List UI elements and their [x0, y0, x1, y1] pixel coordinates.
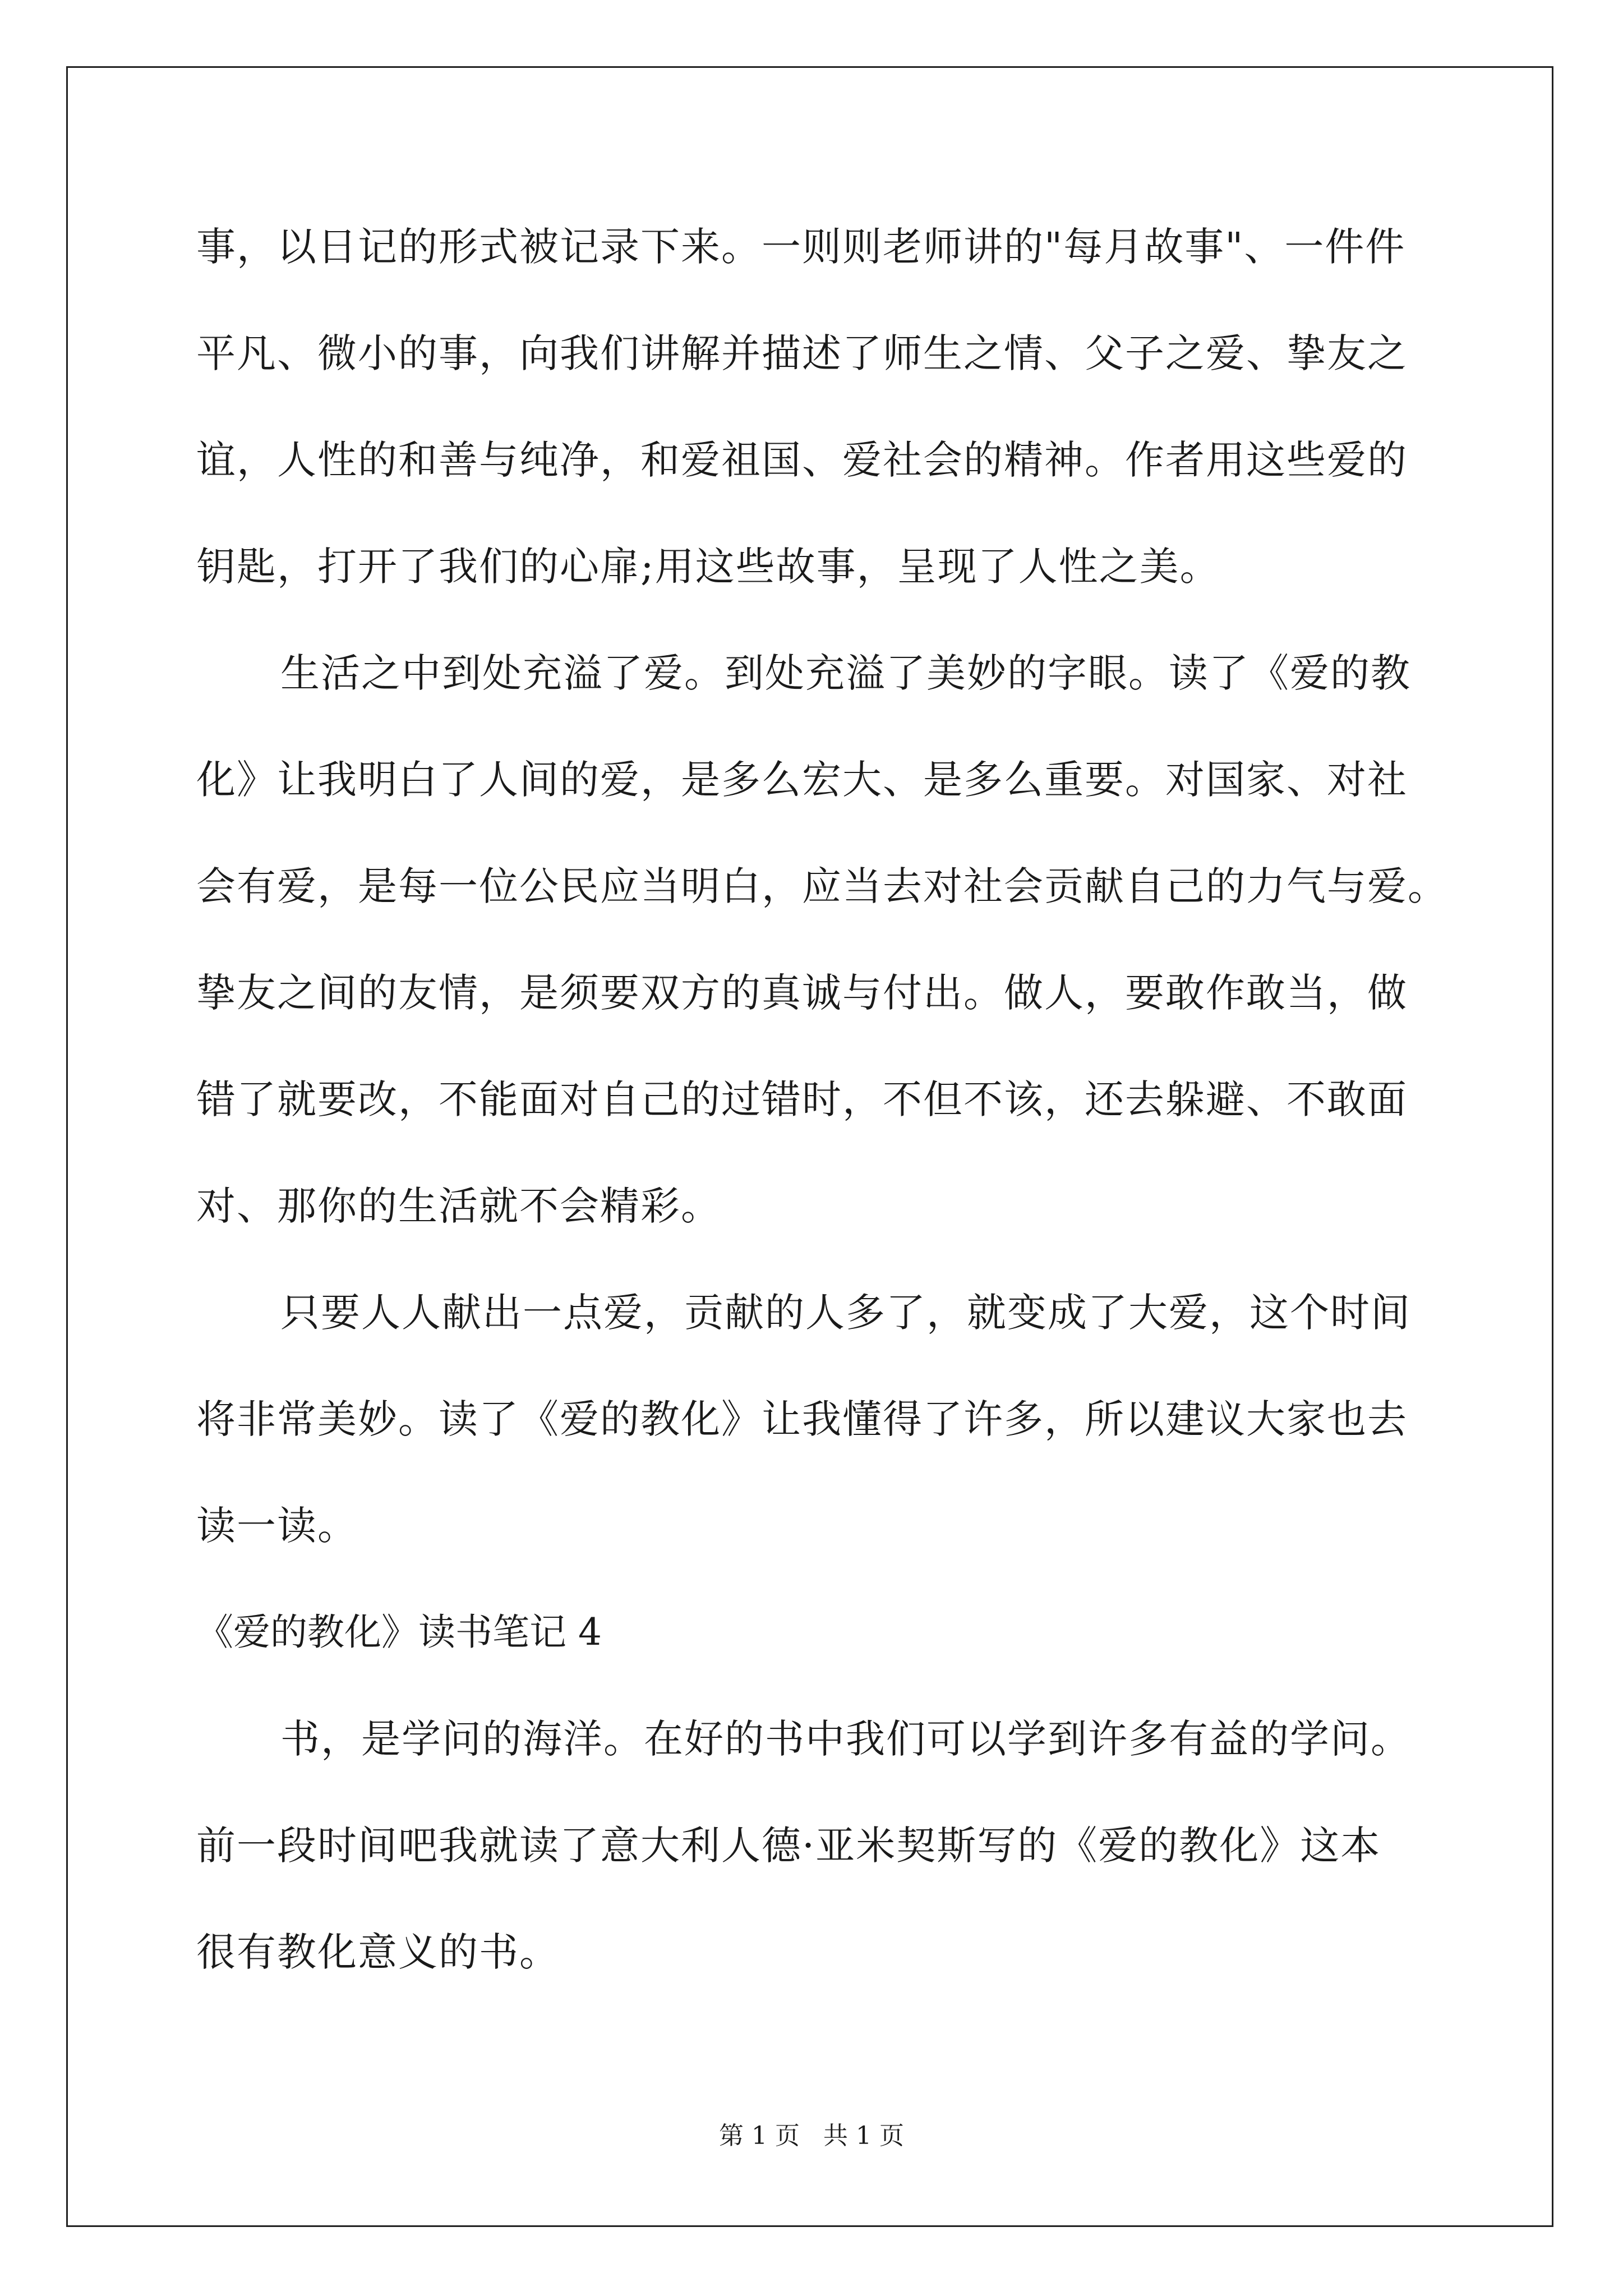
text-line: 很有教化意义的书。 [196, 1929, 560, 1975]
text-line: 错了就要改，不能面对自己的过错时，不但不该，还去躲避、不敢面 [196, 1076, 1408, 1122]
page-number-footer: 第 1 页 共 1 页 [719, 2122, 904, 2150]
text-line: 事，以日记的形式被记录下来。一则则老师讲的"每月故事"、一件件 [196, 224, 1406, 270]
text-line: 会有爱，是每一位公民应当明白，应当去对社会贡献自己的力气与爱。 [196, 863, 1448, 909]
text-line: 谊，人性的和善与纯净，和爱祖国、爱社会的精神。作者用这些爱的 [196, 437, 1408, 483]
text-line: 对、那你的生活就不会精彩。 [196, 1183, 721, 1229]
text-line: 前一段时间吧我就读了意大利人德·亚米契斯写的《爱的教化》这本 [196, 1823, 1381, 1869]
text-line: 化》让我明白了人间的爱，是多么宏大、是多么重要。对国家、对社 [196, 757, 1408, 803]
text-line: 只要人人献出一点爱，贡献的人多了，就变成了大爱，这个时间 [280, 1290, 1411, 1336]
text-line: 将非常美妙。读了《爱的教化》让我懂得了许多，所以建议大家也去 [196, 1396, 1408, 1442]
text-line: 书，是学问的海洋。在好的书中我们可以学到许多有益的学问。 [280, 1716, 1411, 1762]
text-line: 挚友之间的友情，是须要双方的真诚与付出。做人，要敢作敢当，做 [196, 970, 1408, 1016]
text-line: 平凡、微小的事，向我们讲解并描述了师生之情、父子之爱、挚友之 [196, 330, 1408, 376]
section-heading: 《爱的教化》读书笔记 4 [196, 1611, 602, 1654]
text-line: 生活之中到处充溢了爱。到处充溢了美妙的字眼。读了《爱的教 [280, 650, 1411, 696]
text-line: 读一读。 [196, 1503, 358, 1549]
text-line: 钥匙，打开了我们的心扉;用这些故事，呈现了人性之美。 [196, 544, 1220, 590]
page-border [66, 66, 1553, 2227]
